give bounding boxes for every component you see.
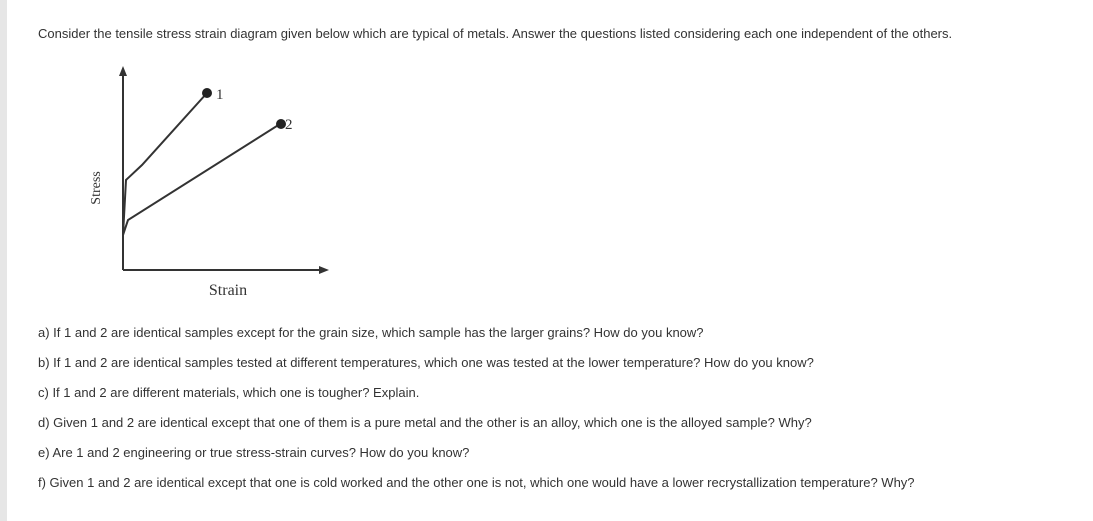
question-b: b) If 1 and 2 are identical samples tested at different temperatures, which one was tested at the lower temperature? How do you know? bbox=[38, 355, 814, 370]
question-e: e) Are 1 and 2 engineering or true stress-strain curves? How do you know? bbox=[38, 445, 470, 460]
stress-strain-svg bbox=[70, 60, 350, 310]
question-f: f) Given 1 and 2 are identical except that one is cold worked and the other one is not, which one would have a lower recrystallization temperature? Why? bbox=[38, 475, 915, 490]
curve-1-label: 1 bbox=[216, 87, 224, 103]
question-d: d) Given 1 and 2 are identical except that one of them is a pure metal and the other is an alloy, which one is the alloyed sample? Why? bbox=[38, 415, 812, 430]
question-list bbox=[38, 324, 915, 504]
stress-strain-diagram bbox=[70, 60, 350, 310]
curve-2 bbox=[123, 124, 280, 235]
x-axis-arrow bbox=[319, 266, 329, 274]
curve-2-label: 2 bbox=[285, 117, 293, 133]
y-axis-arrow bbox=[119, 66, 127, 76]
question-a: a) If 1 and 2 are identical samples except for the grain size, which sample has the larger grains? How do you know? bbox=[38, 325, 704, 340]
curve-1-endpoint bbox=[202, 88, 212, 98]
intro-text: Consider the tensile stress strain diagram given below which are typical of metals. Answer the questions listed considering each one independent of the others. bbox=[38, 26, 953, 41]
x-axis-label: Strain bbox=[208, 282, 248, 299]
curve-1 bbox=[123, 93, 207, 235]
y-axis-label: Stress bbox=[89, 171, 104, 205]
page-edge bbox=[0, 0, 7, 521]
question-c: c) If 1 and 2 are different materials, which one is tougher? Explain. bbox=[38, 385, 420, 400]
